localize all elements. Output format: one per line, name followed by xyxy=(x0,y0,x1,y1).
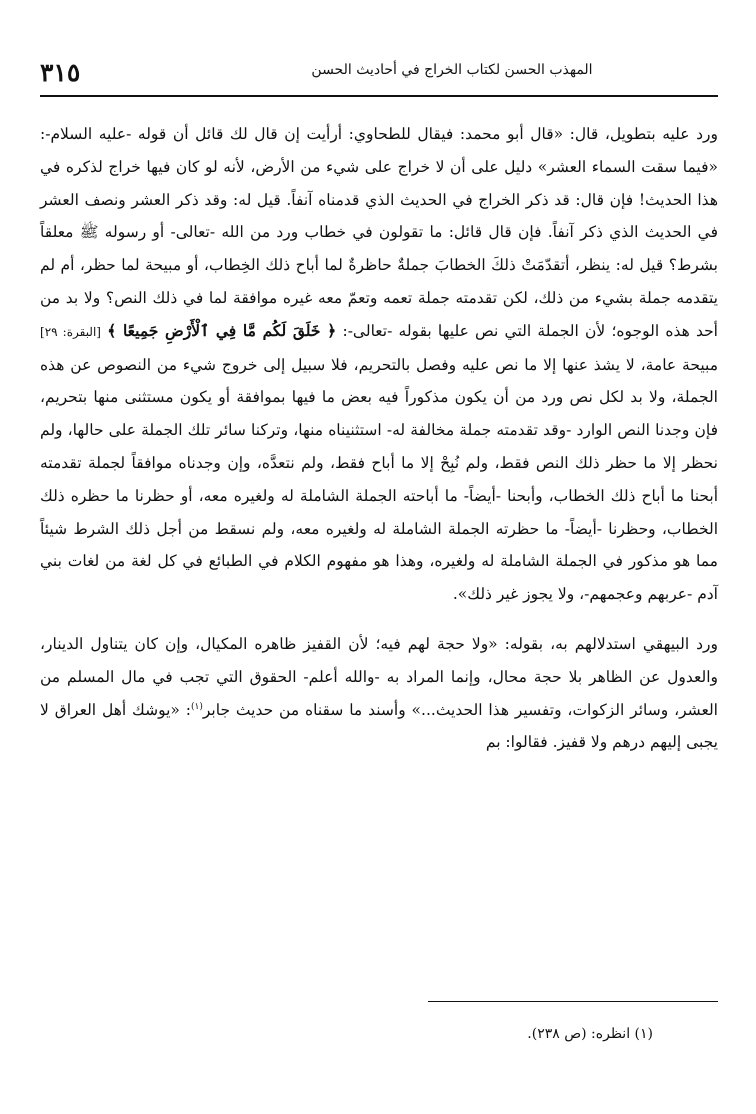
verse-reference: [البقرة: ٢٩] xyxy=(40,324,101,339)
main-text xyxy=(40,118,718,759)
paragraph-2-text-b: : «يوشك أهل العراق لا يجبى إليهم درهم ولا قفيز. فقالوا: بم xyxy=(40,700,718,752)
header-divider xyxy=(40,95,718,97)
paragraph-1-text-b: مبيحة عامة، لا يشذ عنها إلا ما نص عليه وفصل بالتحريم، فلا سبيل إلى خروج شيء من النصوص عن هذه الجملة، ولا بد لكل نص ورد من أن يكون مذكوراً فيه بعض ما فيها بموافقة أو يكون مستثنى منها بتحريم، فإن وجدنا النص الوارد -وقد تقدمته جملة مخالفة له- استثنيناه منها، وتركنا سائر تلك الجملة على حالها، ولم نحظر إلا ما حظر ذلك النص فقط، ولم نُبِحْ إلا ما أباح فقط، ولم نتعدَّه، وإن وجدناه موافقاً لجملة تقدمته أبحنا ما أباح ذلك الخطاب، وأبحنا -أيضاً- ما أباحته الجملة الشاملة له ولغيره معه، أو حظرنا ما حظره ذلك الخطاب، وحظرنا -أيضاً- ما حظرته الجملة الشاملة له ولغيره معه، ولم نسقط من أجل ذلك الشرط شيئاً مما هو مذكور في الجملة الشاملة له ولغيره، وهذا هو مفهوم الكلام في الطبائع في كل لغة من لغات بني آدم -عربهم وعجمهم-، ولا يجوز غير ذلك». xyxy=(40,355,718,604)
footnote-1: (١) انظره: (ص ٢٣٨). xyxy=(527,1026,653,1042)
footnote-marker: (١) xyxy=(191,701,203,712)
quran-verse: ﴿ خَلَقَ لَكُم مَّا فِي ٱلْأَرْضِ جَمِيعًا ﴾ xyxy=(107,320,337,340)
paragraph-1-text-a: ورد عليه بتطويل، قال: «قال أبو محمد: فيقال للطحاوي: أرأيت إن قال لك قائل أن قوله -عليه السلام-: «فيما سقت السماء العشر» دليل على أن لا خراج على شيء من الأرض، لأنه لو كان فيها خراج لذكره في هذا الحديث! فإن قال: قد ذكر الخراج في الحديث الذي قدمناه آنفاً. قيل له: وقد ذكر العشر ونصف العشر في الحديث الذي ذكر آنفاً. فإن قال قائل: ما تقولون في خطاب ورد من الله -تعالى- أو رسوله ﷺ معلقاً بشرط؟ قيل له: ينظر، أتقدّمَتْ ذلكَ الخطابَ جملةٌ حاظرةٌ لما أباح ذلك الخِطاب، أو مبيحة لما حظر، أم لم يتقدمه جملة بشيء من ذلك، لكن تقدمته جملة تعمه وتعمّ معه غيره موافقة لما في ذلك النص؟ ولا بد من أحد هذه الوجوه؛ لأن الجملة التي نص عليها بقوله -تعالى-: xyxy=(40,125,718,340)
paragraph-2-text-a: ورد البيهقي استدلالهم به، بقوله: «ولا حجة لهم فيه؛ لأن القفيز ظاهره المكيال، وإن كان يتناول الدينار، والعدول عن الظاهر بلا حجة محال، وإنما المراد به -والله أعلم- الحقوق التي تجب في مال المسلم من العشر، وسائر الزكوات، وتفسير هذا الحديث...» وأسند ما سقناه من حديث جابر xyxy=(40,634,718,719)
page-number: ٣١٥ xyxy=(40,58,81,87)
paragraph-2 xyxy=(40,628,718,759)
paragraph-1 xyxy=(40,118,718,611)
footnote-divider xyxy=(428,1001,718,1002)
running-header-title: المهذب الحسن لكتاب الخراج في أحاديث الحسن xyxy=(311,62,593,78)
